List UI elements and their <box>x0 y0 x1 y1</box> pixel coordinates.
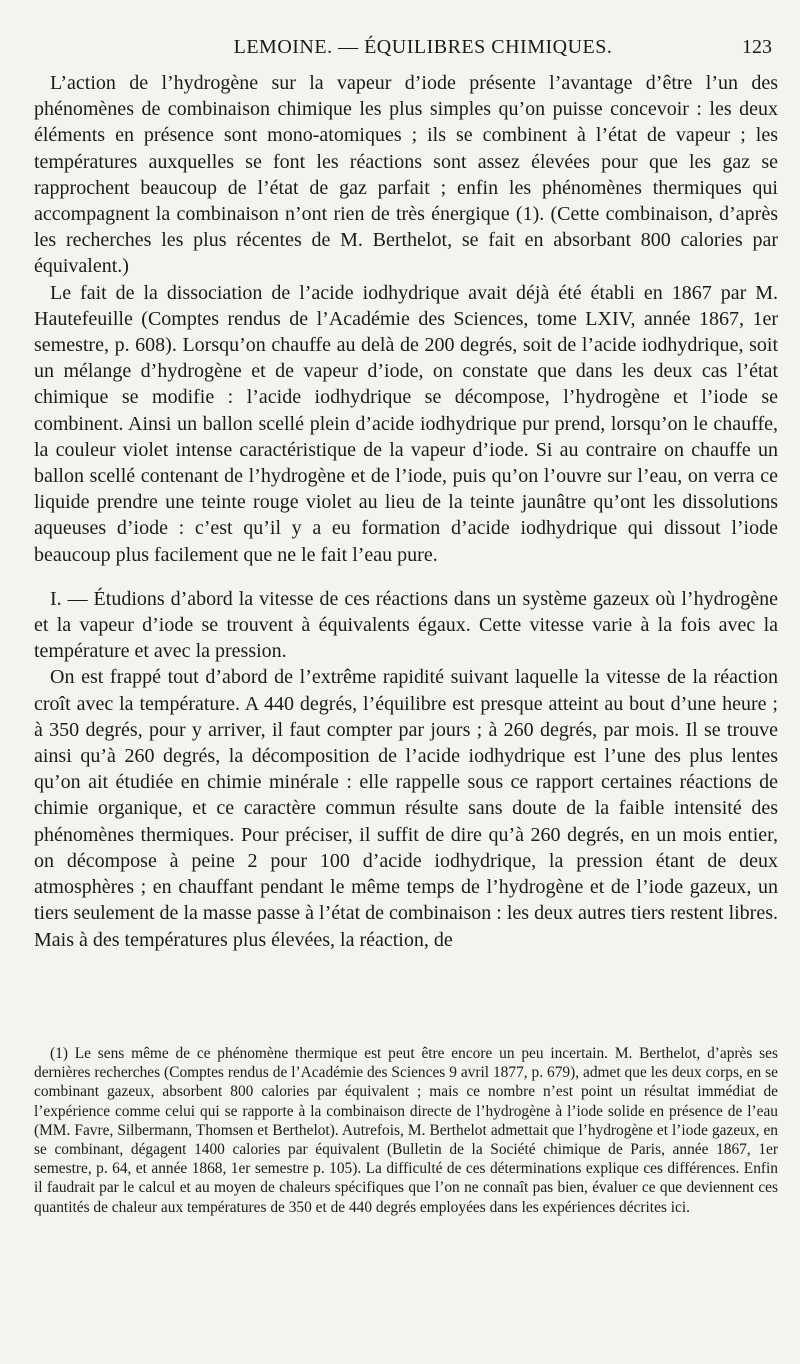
footnote-1: (1) Le sens même de ce phénomène thermique est peut être encore un peu incertain. M. Berthelot, d’après ses dernières recherches (Comptes rendus de l’Académie des Sciences 9 avril 1877, p. 679), admet que les deux corps, en se combinant gazeux, absorbent 800 calories par équivalent ; mais ce nombre n’est point un résultat immédiat de l’expérience comme celui qui se rapporte à la combinaison directe de l’hydrogène à l’iode solide en présence de l’eau (MM. Favre, Silbermann, Thomsen et Berthelot). Autrefois, M. Berthelot admettait que l’hydrogène et l’iode gazeux, en se combinant, dégagent 1400 calories par équivalent (Bulletin de la Société chimique de Paris, année 1867, 1er semestre, p. 64, et année 1868, 1er semestre p. 105). La difficulté de ces déterminations explique ces différences. Enfin il faudrait par le calcul et au moyen de chaleurs spécifiques que l’on ne connaît pas bien, évaluer ce que deviennent ces quantités de chaleur aux températures de 350 et de 440 degrés employées dans les expériences décrites ici. <box>34 1045 778 1216</box>
page-header <box>36 36 780 66</box>
paragraph-intro: L’action de l’hydrogène sur la vapeur d’iode présente l’avantage d’être l’un des phénomènes de combinaison chimique les plus simples qu’on puisse concevoir : les deux éléments en présence sont mono-atomiques ; ils se combinent à l’état de vapeur ; les températures auxquelles se font les réactions sont assez élevées pour que les gaz se rapprochent beaucoup de l’état de gaz parfait ; enfin les phénomènes thermiques qui accompagnent la combinaison n’ont rien de très énergique (1). (Cette combinaison, d’après les recherches les plus récentes de M. Berthelot, se fait en absorbant 800 calories par équivalent.) <box>34 72 778 278</box>
paragraph-reaction-speed: On est frappé tout d’abord de l’extrême rapidité suivant laquelle la vitesse de la réaction croît avec la température. A 440 degrés, l’équilibre est presque atteint au bout d’une heure ; à 350 degrés, pour y arriver, il faut compter par jours ; à 260 degrés, par mois. Il se trouve ainsi qu’à 260 degrés, la décomposition de l’acide iodhydrique est l’une des plus lentes qu’on ait étudiée en chimie minérale : elle rappelle sous ce rapport certaines réactions de chimie organique, et ce caractère commun résulte sans doute de la faible intensité des phénomènes thermiques. Pour préciser, il suffit de dire qu’à 260 degrés, en un mois entier, on décompose à peine 2 pour 100 d’acide iodhydrique, la pression étant de deux atmosphères ; en chauffant pendant le même temps de l’hydrogène et de l’iode gazeux, un tiers seulement de la masse passe à l’état de combinaison : les deux autres tiers restent libres. Mais à des températures plus élevées, la réaction, de <box>34 666 778 951</box>
footnotes <box>34 1044 778 1217</box>
running-title: LEMOINE. — ÉQUILIBRES CHIMIQUES. <box>233 36 613 58</box>
page-number: 123 <box>742 36 772 58</box>
paragraph-dissociation: Le fait de la dissociation de l’acide iodhydrique avait déjà été établi en 1867 par M. Hautefeuille (Comptes rendus de l’Académie des Sciences, tome LXIV, année 1867, 1er semestre, p. 608). Lorsqu’on chauffe au delà de 200 degrés, soit de l’acide iodhydrique, soit un mélange d’hydrogène et de vapeur d’iode, on constate que dans les deux cas l’état chimique se modifie : l’acide iodhydrique se décompose, l’hydrogène et l’iode se combinent. Ainsi un ballon scellé plein d’acide iodhydrique pur prend, lorsqu’on le chauffe, la couleur violet intense caractéristique de la vapeur d’iode. Si au contraire on chauffe un ballon scellé contenant de l’hydrogène et de l’iode, puis qu’on l’ouvre sur l’eau, on verra ce liquide prendre une teinte rouge violet au lieu de la teinte jaunâtre qu’ont les dissolutions aqueuses d’iode : c’est qu’il y a eu formation d’acide iodhydrique qui dissout l’iode beaucoup plus facilement que ne le fait l’eau pure. <box>34 281 778 566</box>
paragraph-section-I: I. — Étudions d’abord la vitesse de ces réactions dans un système gazeux où l’hydrogène et la vapeur d’iode se trouvent à équivalents égaux. Cette vitesse varie à la fois avec la température et avec la pression. <box>34 587 778 663</box>
body-text <box>34 70 778 953</box>
